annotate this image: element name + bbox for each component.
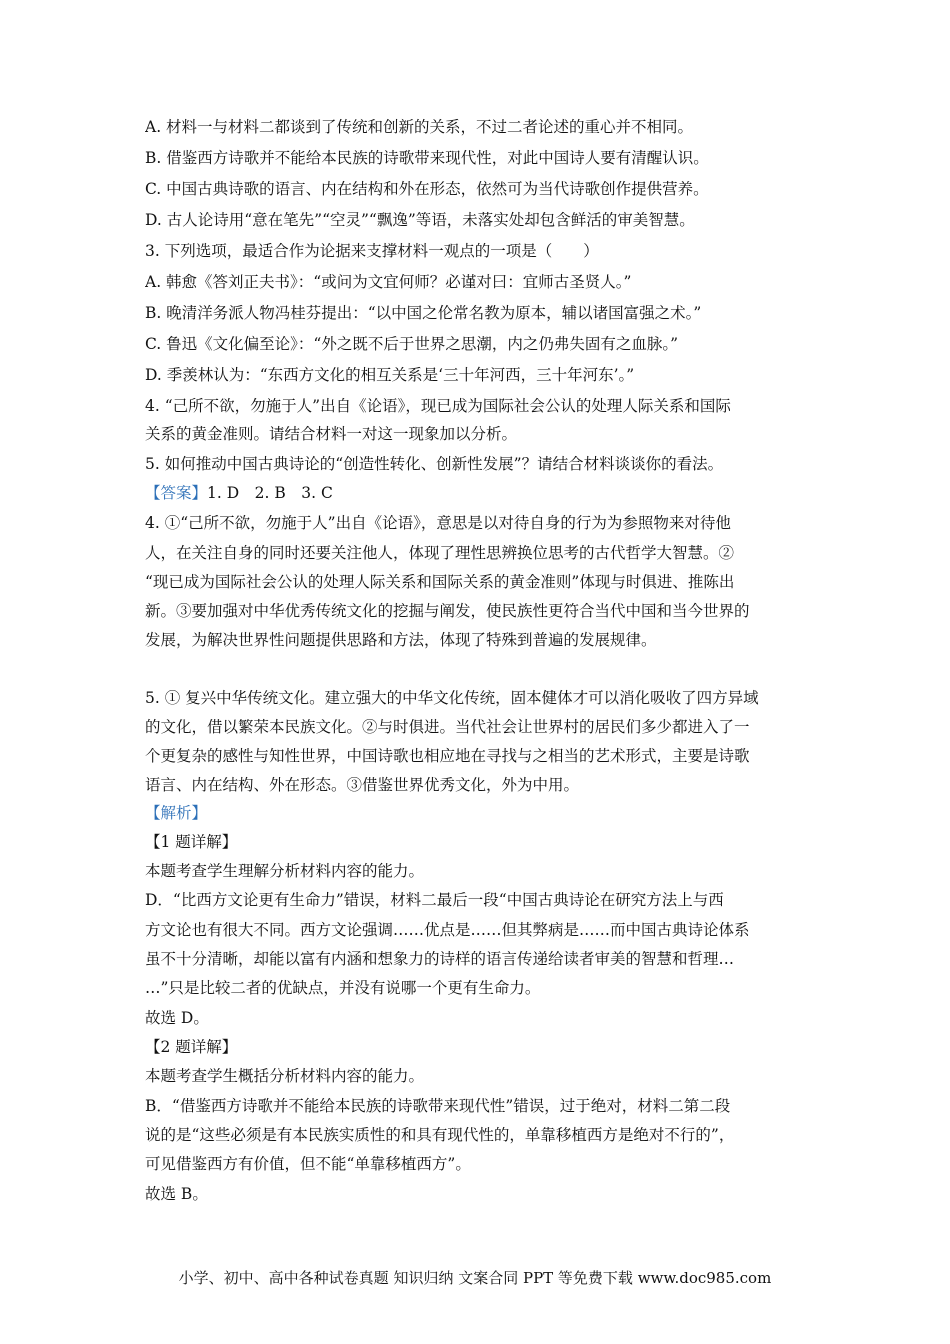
- answer-4-line-3: “现已成为国际社会公认的处理人际关系和国际关系的黄金准则”体现与时俱进、推陈出: [145, 573, 735, 591]
- answer-5-line-2: 的文化，借以繁荣本民族文化。②与时俱进。当代社会让世界村的居民们多少都进入了一: [145, 718, 750, 736]
- option-c-line: C. 中国古典诗歌的语言、内在结构和外在形态，依然可为当代诗歌创作提供营养。: [145, 180, 709, 198]
- q3-option-c-line: C. 鲁迅《文化偏至论》：“外之既不后于世界之思潮，内之仍弗失固有之血脉。”: [145, 335, 679, 353]
- answer-4-line-1: 4. ①“己所不欲，勿施于人”出自《论语》，意思是以对待自身的行为为参照物来对待他: [145, 514, 731, 532]
- option-d-line: D. 古人论诗用“意在笔先”“空灵”“飘逸”等语，未落实处却包含鲜活的审美智慧。: [145, 211, 695, 229]
- option-a-line: A. 材料一与材料二都谈到了传统和创新的关系，不过二者论述的重心并不相同。: [145, 118, 694, 136]
- answer-4-line-4: 新。③要加强对中华优秀传统文化的挖掘与阐发，使民族性更符合当代中国和当今世界的: [145, 602, 750, 620]
- detail-1-line-2: D．“比西方文论更有生命力”错误，材料二最后一段“中国古典诗论在研究方法上与西: [145, 891, 724, 909]
- answer-5-line-3: 个更复杂的感性与知性世界，中国诗歌也相应地在寻找与之相当的艺术形式，主要是诗歌: [145, 747, 750, 765]
- detail-2-heading: 【2 题详解】: [145, 1038, 238, 1056]
- page-footer: 小学、初中、高中各种试卷真题 知识归纳 文案合同 PPT 等免费下载 www.doc985.com: [178, 1269, 772, 1287]
- question-3-line: 3. 下列选项，最适合作为论据来支撑材料一观点的一项是（ ）: [145, 242, 599, 260]
- detail-2-line-1: 本题考查学生概括分析材料内容的能力。: [145, 1067, 425, 1085]
- detail-1-line-1: 本题考查学生理解分析材料内容的能力。: [145, 862, 425, 880]
- question-4-line-2: 关系的黄金准则。请结合材料一对这一现象加以分析。: [145, 425, 518, 443]
- option-b-line: B. 借鉴西方诗歌并不能给本民族的诗歌带来现代性，对此中国诗人要有清醒认识。: [145, 149, 709, 167]
- question-5-line: 5. 如何推动中国古典诗论的“创造性转化、创新性发展”？请结合材料谈谈你的看法。: [145, 455, 724, 473]
- answer-line: [145, 483, 845, 503]
- q3-option-a-line: A. 韩愈《答刘正夫书》：“或问为文宜何师？必谨对曰：宜师古圣贤人。”: [145, 273, 632, 291]
- detail-2-line-2: B．“借鉴西方诗歌并不能给本民族的诗歌带来现代性”错误，过于绝对，材料二第二段: [145, 1097, 731, 1115]
- answer-tag: 【答案】: [145, 484, 208, 502]
- detail-1-line-3: 方文论也有很大不同。西方文论强调……优点是……但其弊病是……而中国古典诗论体系: [145, 921, 750, 939]
- detail-2-line-3: 说的是“这些必须是有本民族实质性的和具有现代性的，单靠移植西方是绝对不行的”，: [145, 1126, 735, 1144]
- answer-5-line-4: 语言、内在结构、外在形态。③借鉴世界优秀文化，外为中用。: [145, 776, 580, 794]
- answer-4-line-2: 人，在关注自身的同时还要关注他人，体现了理性思辨换位思考的古代哲学大智慧。②: [145, 544, 735, 562]
- answer-4-line-5: 发展，为解决世界性问题提供思路和方法，体现了特殊到普遍的发展规律。: [145, 631, 657, 649]
- detail-1-conclusion: 故选 D。: [145, 1009, 209, 1027]
- question-4-line-1: 4. “己所不欲，勿施于人”出自《论语》，现已成为国际社会公认的处理人际关系和国际: [145, 397, 731, 415]
- answer-text: 1. D 2. B 3. C: [207, 484, 333, 502]
- answer-5-line-1: 5. ① 复兴中华传统文化。建立强大的中华文化传统，固本健体才可以消化吸收了四方异域: [145, 689, 759, 707]
- detail-1-heading: 【1 题详解】: [145, 833, 238, 851]
- detail-2-line-4: 可见借鉴西方有价值，但不能“单靠移植西方”。: [145, 1155, 471, 1173]
- detail-2-conclusion: 故选 B。: [145, 1185, 208, 1203]
- q3-option-d-line: D. 季羡林认为：“东西方文化的相互关系是‘三十年河西，三十年河东’。”: [145, 366, 635, 384]
- detail-1-line-4: 虽不十分清晰，却能以富有内涵和想象力的诗样的语言传递给读者审美的智慧和哲理…: [145, 950, 735, 968]
- q3-option-b-line: B. 晚清洋务派人物冯桂芬提出：“以中国之伦常名教为原本，辅以诸国富强之术。”: [145, 304, 702, 322]
- analysis-tag: 【解析】: [145, 804, 208, 822]
- detail-1-line-5: …”只是比较二者的优缺点，并没有说哪一个更有生命力。: [145, 979, 541, 997]
